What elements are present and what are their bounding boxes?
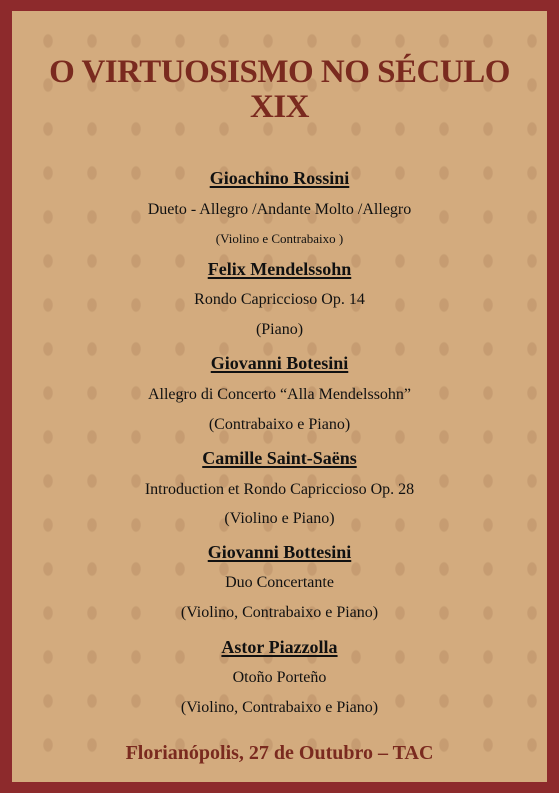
composer-name: Gioachino Rossini bbox=[209, 168, 350, 188]
poster-title: O VIRTUOSISMO NO SÉCULO bbox=[49, 54, 510, 90]
instrumentation: (Violino, Contrabaixo e Piano) bbox=[180, 604, 379, 621]
instrumentation: (Contrabaixo e Piano) bbox=[208, 416, 351, 433]
piece-title: Duo Concertante bbox=[225, 574, 334, 591]
instrumentation: (Piano) bbox=[255, 321, 304, 338]
composer-name: Giovanni Botesini bbox=[210, 353, 349, 373]
instrumentation: (Violino e Contrabaixo ) bbox=[215, 231, 344, 246]
composer-name: Felix Mendelssohn bbox=[207, 259, 352, 279]
instrumentation: (Violino e Piano) bbox=[224, 510, 335, 527]
composer-name: Camille Saint-Saëns bbox=[202, 448, 357, 468]
piece-title: Allegro di Concerto “Alla Mendelssohn” bbox=[147, 386, 412, 403]
piece-title: Rondo Capriccioso Op. 14 bbox=[194, 291, 365, 308]
piece-title: Dueto - Allegro /Andante Molto /Allegro bbox=[147, 201, 412, 218]
instrumentation: (Violino, Contrabaixo e Piano) bbox=[180, 699, 379, 716]
venue-date: Florianópolis, 27 de Outubro – TAC bbox=[125, 742, 434, 764]
piece-title: Introduction et Rondo Capriccioso Op. 28 bbox=[144, 481, 415, 498]
piece-title: Otoño Porteño bbox=[232, 669, 327, 686]
composer-name: Giovanni Bottesini bbox=[207, 542, 352, 562]
poster-title-continued: XIX bbox=[249, 89, 309, 125]
composer-name: Astor Piazzolla bbox=[221, 637, 338, 657]
concert-poster bbox=[12, 11, 547, 782]
